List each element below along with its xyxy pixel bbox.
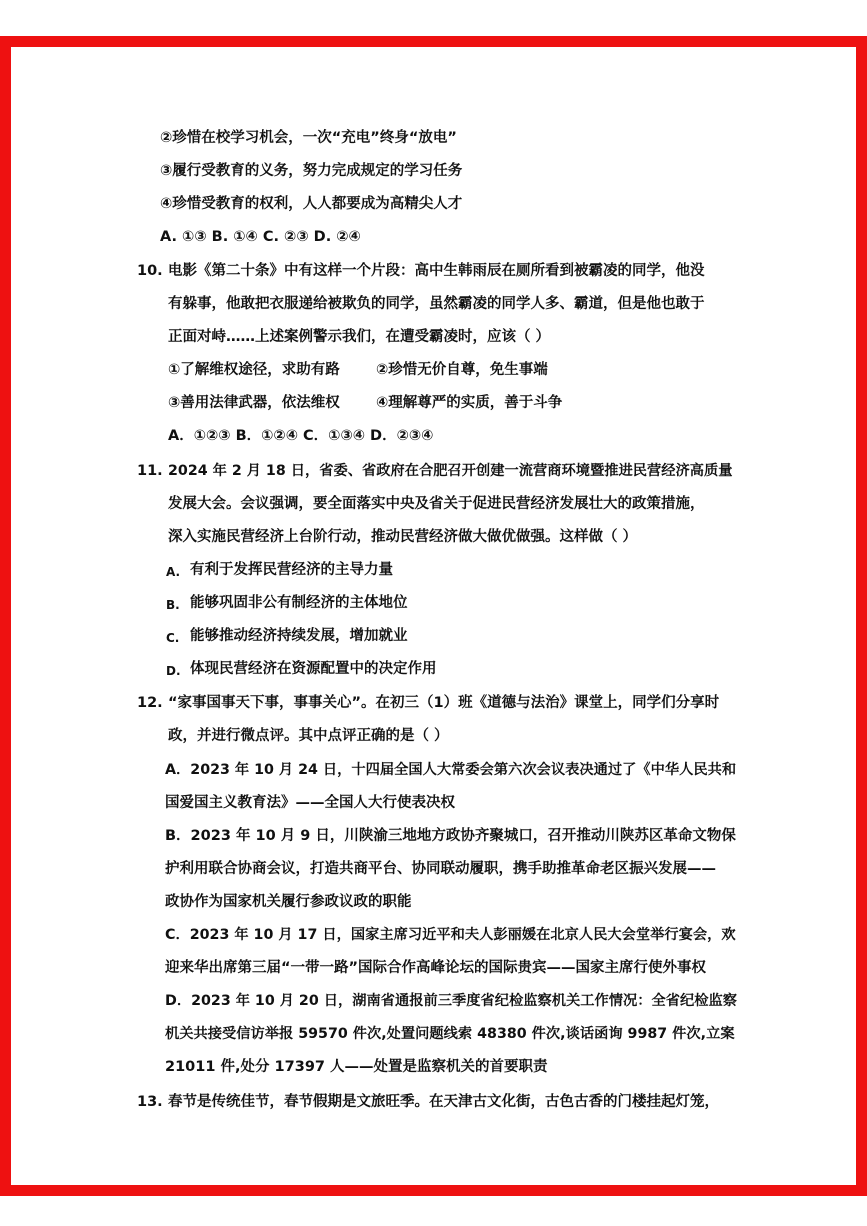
q11-option-b: 能够巩固非公有制经济的主体地位 — [190, 595, 408, 611]
q12-option-b-line-3: 政协作为国家机关履行参政议政的职能 — [165, 894, 412, 910]
q11-number: 11. — [137, 463, 163, 479]
q11-option-d-label: D. — [166, 664, 181, 678]
q9-item-2: ②珍惜在校学习机会，一次“充电”终身“放电” — [160, 130, 457, 146]
q10-item-4: ④理解尊严的实质，善于斗争 — [376, 395, 563, 411]
q13-number: 13. — [137, 1094, 163, 1110]
q11-line-2: 发展大会。会议强调，要全面落实中央及省关于促进民营经济发展壮大的政策措施， — [168, 496, 705, 512]
q12-option-d-line-2: 机关共接受信访举报 59570 件次,处置问题线索 48380 件次,谈话函询 9987 件次,立案 — [165, 1026, 735, 1042]
q11-line-3: 深入实施民营经济上台阶行动，推动民营经济做大做优做强。这样做（ ） — [168, 529, 638, 545]
q12-option-a-line-1: A．2023 年 10 月 24 日，十四届全国人大常委会第六次会议表决通过了《中华人民共和 — [165, 762, 737, 778]
q11-option-c: 能够推动经济持续发展，增加就业 — [190, 628, 408, 644]
q10-options: A．①②③ B．①②④ C．①③④ D．②③④ — [168, 428, 434, 444]
q11-option-c-label: C. — [166, 631, 180, 645]
q10-item-3: ③善用法律武器，依法维权 — [168, 395, 340, 411]
q10-item-1: ①了解维权途径，求助有路 — [168, 362, 340, 378]
q12-number: 12. — [137, 695, 163, 711]
q10-number: 10. — [137, 263, 163, 279]
q12-option-d-line-1: D．2023 年 10 月 20 日，湖南省通报前三季度省纪检监察机关工作情况：全省纪检监察 — [165, 993, 737, 1009]
q11-option-a: 有利于发挥民营经济的主导力量 — [190, 562, 393, 578]
q11-line-1: 2024 年 2 月 18 日，省委、省政府在合肥召开创建一流营商环境暨推进民营经济高质量 — [168, 463, 733, 479]
q12-line-1: “家事国事天下事，事事关心”。在初三（1）班《道德与法治》课堂上，同学们分享时 — [168, 695, 720, 711]
q13-line-1: 春节是传统佳节，春节假期是文旅旺季。在天津古文化街，古色古香的门楼挂起灯笼， — [168, 1094, 719, 1110]
q11-option-d: 体现民营经济在资源配置中的决定作用 — [190, 661, 437, 677]
q12-option-b-line-1: B．2023 年 10 月 9 日，川陕渝三地地方政协齐聚城口，召开推动川陕苏区革命文物保 — [165, 828, 736, 844]
q9-item-4: ④珍惜受教育的权利，人人都要成为高精尖人才 — [160, 196, 463, 212]
q12-option-c-line-2: 迎来华出席第三届“一带一路”国际合作高峰论坛的国际贵宾——国家主席行使外事权 — [165, 960, 707, 976]
q12-option-a-line-2: 国爱国主义教育法》——全国人大行使表决权 — [165, 795, 455, 811]
q10-line-3: 正面对峙……上述案例警示我们，在遭受霸凌时，应该（ ） — [168, 329, 551, 345]
q9-options: A. ①③ B. ①④ C. ②③ D. ②④ — [160, 229, 361, 245]
q12-line-2: 政，并进行微点评。其中点评正确的是（ ） — [168, 728, 449, 744]
q12-option-d-line-3: 21011 件,处分 17397 人——处置是监察机关的首要职责 — [165, 1059, 548, 1075]
q10-item-2: ②珍惜无价自尊，免生事端 — [376, 362, 548, 378]
q12-option-b-line-2: 护利用联合协商会议，打造共商平台、协同联动履职，携手助推革命老区振兴发展—— — [165, 861, 716, 877]
q11-option-a-label: A. — [166, 565, 181, 579]
q10-line-2: 有躲事，他敢把衣服递给被欺负的同学，虽然霸凌的同学人多、霸道，但是他也敢于 — [168, 296, 705, 312]
q12-option-c-line-1: C．2023 年 10 月 17 日，国家主席习近平和夫人彭丽媛在北京人民大会堂举行宴会，欢 — [165, 927, 736, 943]
q11-option-b-label: B. — [166, 598, 180, 612]
q10-line-1: 电影《第二十条》中有这样一个片段：高中生韩雨辰在厕所看到被霸凌的同学，他没 — [168, 263, 705, 279]
q9-item-3: ③履行受教育的义务，努力完成规定的学习任务 — [160, 163, 463, 179]
